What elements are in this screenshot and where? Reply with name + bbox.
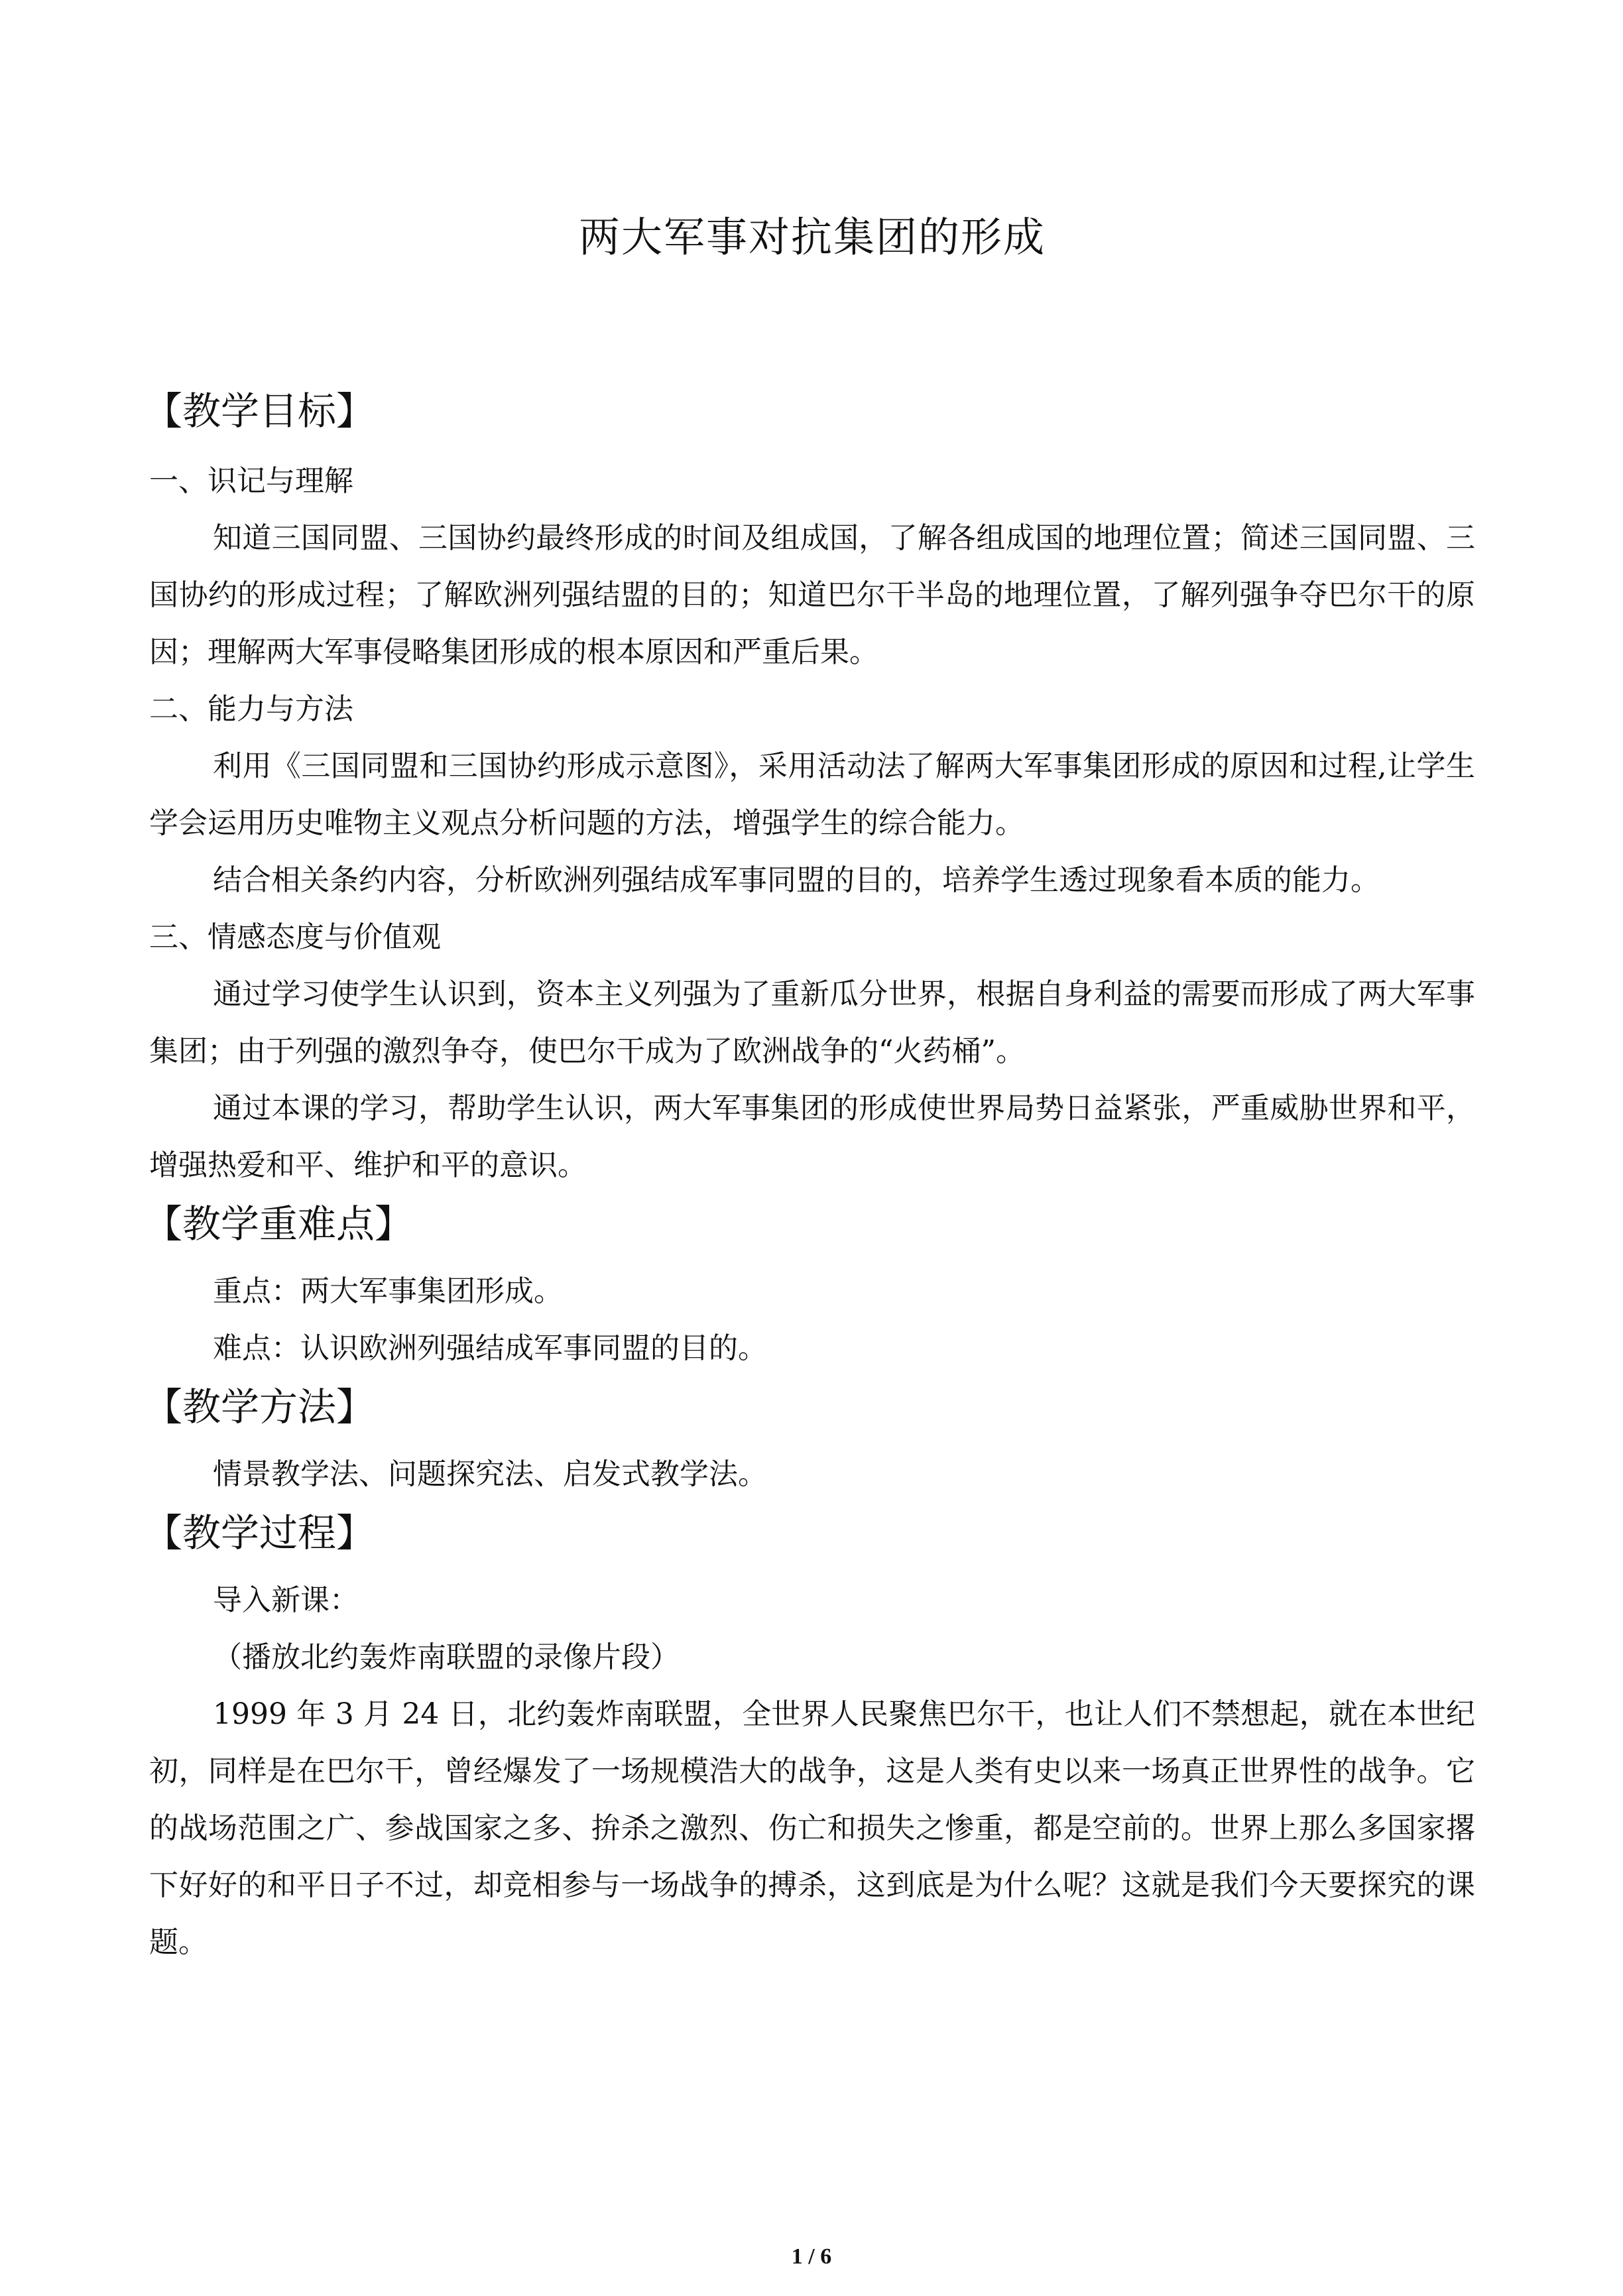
paragraph-recall-understanding: 知道三国同盟、三国协约最终形成的时间及组成国，了解各组成国的地理位置；简述三国同盟、三国协约的形成过程；了解欧洲列强结盟的目的；知道巴尔干半岛的地理位置，了解列强争夺巴尔干的原因；理解两大军事侵略集团形成的根本原因和严重后果。 <box>149 521 1475 669</box>
paragraph-emotion-values-2: 通过本课的学习，帮助学生认识，两大军事集团的形成使世界局势日益紧张，严重威胁世界和平，增强热爱和平、维护和平的意识。 <box>149 1091 1475 1182</box>
subheading-ability-method: 二、能力与方法 <box>149 692 353 726</box>
page-number: 1 / 6 <box>791 2244 832 2269</box>
subheading-recall-understanding: 一、识记与理解 <box>149 464 353 498</box>
paragraph-methods: 情景教学法、问题探究法、启发式教学法。 <box>213 1457 767 1491</box>
section-heading-key-points: 【教学重难点】 <box>144 1201 414 1246</box>
paragraph-difficult-point: 难点：认识欧洲列强结成军事同盟的目的。 <box>213 1331 767 1365</box>
paragraph-introduction-label: 导入新课： <box>213 1583 359 1617</box>
subheading-emotion-values: 三、情感态度与价值观 <box>149 920 441 954</box>
paragraph-key-point: 重点：两大军事集团形成。 <box>213 1274 563 1308</box>
section-heading-methods: 【教学方法】 <box>144 1384 375 1429</box>
paragraph-video-note: （播放北约轰炸南联盟的录像片段） <box>213 1640 680 1674</box>
document-title: 两大军事对抗集团的形成 <box>578 213 1046 261</box>
paragraph-ability-method-1: 利用《三国同盟和三国协约形成示意图》，采用活动法了解两大军事集团形成的原因和过程,让学生学会运用历史唯物主义观点分析问题的方法，增强学生的综合能力。 <box>149 749 1475 840</box>
paragraph-emotion-values-1: 通过学习使学生认识到，资本主义列强为了重新瓜分世界，根据自身利益的需要而形成了两大军事集团；由于列强的激烈争夺，使巴尔干成为了欧洲战争的“火药桶”。 <box>149 977 1475 1068</box>
paragraph-ability-method-2: 结合相关条约内容，分析欧洲列强结成军事同盟的目的，培养学生透过现象看本质的能力。 <box>213 863 1380 897</box>
paragraph-introduction-text: 1999 年 3 月 24 日，北约轰炸南联盟，全世界人民聚焦巴尔干，也让人们不禁想起，就在本世纪初，同样是在巴尔干，曾经爆发了一场规模浩大的战争，这是人类有史以来一场真正世界性的战争。它的战场范围之广、参战国家之多、拚杀之激烈、伤亡和损失之惨重，都是空前的。世界上那么多国家撂下好好的和平日子不过，却竞相参与一场战争的搏杀，这到底是为什么呢？这就是我们今天要探究的课题。 <box>149 1697 1475 1959</box>
document-body <box>144 381 1475 1971</box>
document-page <box>144 0 1475 2296</box>
section-heading-objectives: 【教学目标】 <box>144 389 375 434</box>
section-heading-process: 【教学过程】 <box>144 1510 375 1555</box>
